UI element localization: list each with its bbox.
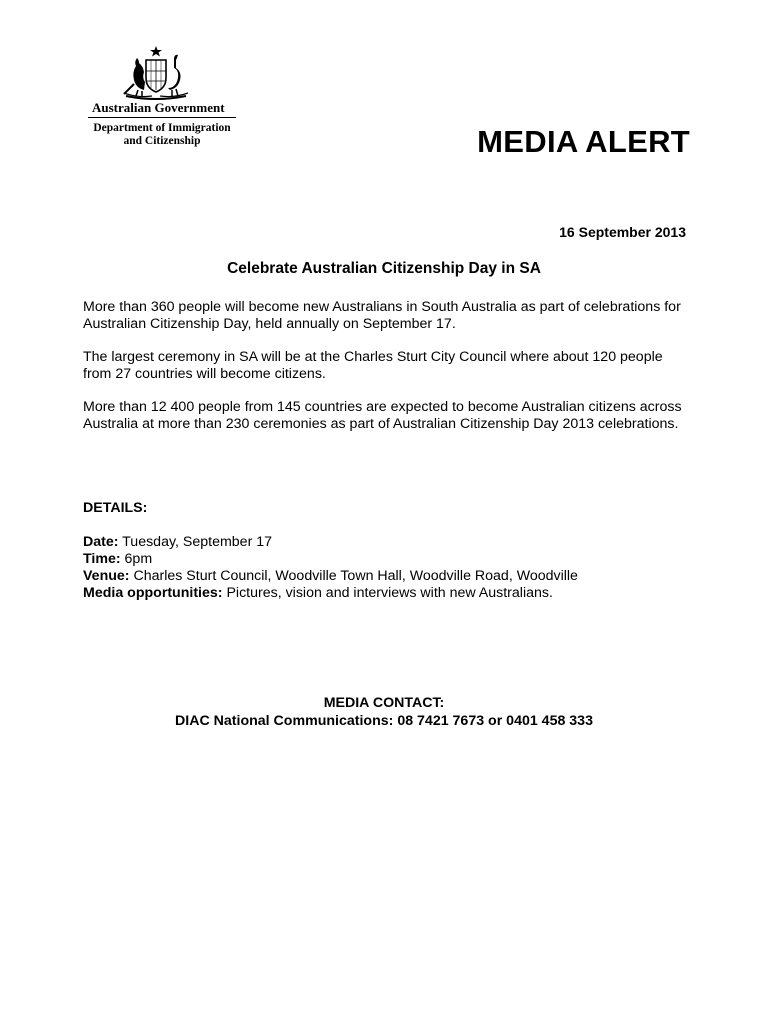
- page-title: MEDIA ALERT: [477, 124, 690, 159]
- media-contact-line: DIAC National Communications: 08 7421 7673 or 0401 458 333: [175, 713, 593, 729]
- detail-label: Venue:: [83, 568, 130, 584]
- detail-venue: [83, 568, 703, 585]
- details-heading: DETAILS:: [83, 500, 148, 516]
- detail-media-opportunities: [83, 585, 703, 602]
- body-paragraph: The largest ceremony in SA will be at the Charles Sturt City Council where about 120 people from 27 countries will become citizens.: [83, 349, 663, 382]
- department-line-1: Department of Immigration: [93, 122, 231, 134]
- details-list: [83, 534, 703, 602]
- detail-label: Time:: [83, 551, 121, 567]
- detail-time: [83, 551, 703, 568]
- detail-value: 6pm: [120, 551, 153, 567]
- department-line-2: and Citizenship: [123, 135, 201, 147]
- body-paragraph: More than 12 400 people from 145 countries are expected to become Australian citizens across Australia at more than 230 ceremonies as part of Australian Citizenship Day 2013 celebrations.: [83, 399, 682, 432]
- logo-divider: [88, 117, 236, 118]
- department-name: [86, 122, 238, 148]
- detail-value: Tuesday, September 17: [118, 534, 273, 550]
- headline: Celebrate Australian Citizenship Day in SA: [227, 260, 541, 277]
- coat-of-arms-icon: [118, 44, 194, 100]
- media-contact: [0, 694, 768, 730]
- media-contact-heading: MEDIA CONTACT:: [323, 695, 445, 711]
- government-name: Australian Government: [92, 100, 225, 115]
- release-date: 16 September 2013: [559, 224, 686, 240]
- detail-date: [83, 534, 703, 551]
- body-paragraph: More than 360 people will become new Australians in South Australia as part of celebrations for Australian Citizenship Day, held annually on September 17.: [83, 299, 681, 332]
- detail-value: Charles Sturt Council, Woodville Town Hall, Woodville Road, Woodville: [129, 568, 578, 584]
- detail-value: Pictures, vision and interviews with new Australians.: [222, 585, 553, 601]
- detail-label: Media opportunities:: [83, 585, 223, 601]
- detail-label: Date:: [83, 534, 119, 550]
